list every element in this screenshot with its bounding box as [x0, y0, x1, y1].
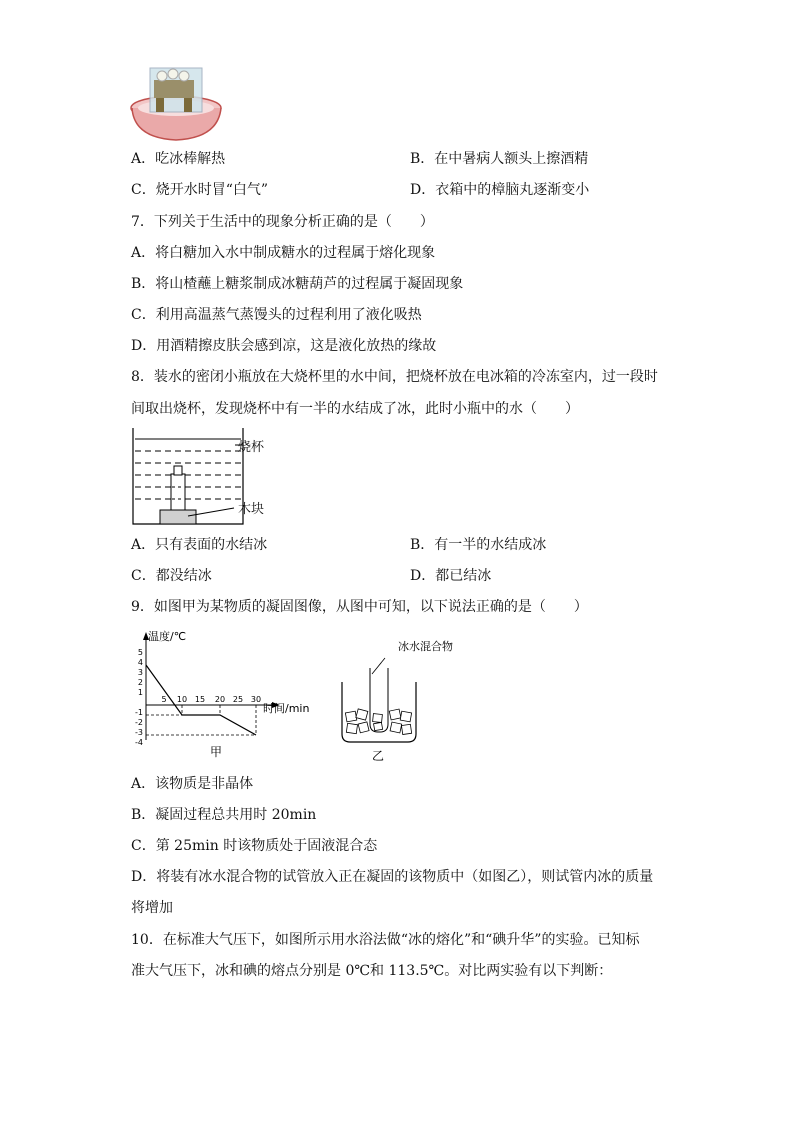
q6-option-c: C．烧开水时冒“白气” [131, 182, 269, 198]
q7-option-a: A．将白糖加入水中制成糖水的过程属于熔化现象 [131, 245, 436, 261]
q9-option-a: A．该物质是非晶体 [131, 776, 254, 792]
graph-ylabel: 温度/℃ [148, 630, 187, 643]
solidification-graph [128, 628, 328, 760]
q10-line2: 准大气压下，冰和碘的熔点分别是 0℃和 113.5℃。对比两实验有以下判断： [131, 963, 613, 979]
q6-option-b: B．在中暑病人额头上擦酒精 [410, 151, 589, 167]
q8-option-c: C．都没结冰 [131, 568, 212, 584]
ytick: 5 [137, 648, 143, 657]
ytick: -1 [135, 708, 143, 717]
q6-option-d: D．衣箱中的樟脑丸逐渐变小 [410, 182, 590, 198]
q8-stem-line2: 间取出烧杯，发现烧杯中有一半的水结成了冰，此时小瓶中的水（ ） [131, 401, 579, 417]
tube-caption: 乙 [371, 749, 385, 763]
q9-stem: 9．如图甲为某物质的凝固图像，从图中可知，以下说法正确的是（ ） [131, 599, 588, 615]
q6-option-a: A．吃冰棒解热 [131, 151, 226, 167]
xtick: 5 [161, 695, 167, 704]
q9-option-d: D．将装有冰水混合物的试管放入正在凝固的该物质中（如图乙），则试管内冰的质量 [131, 869, 654, 885]
q9-option-b: B．凝固过程总共用时 20min [131, 807, 317, 823]
block-label: 木块 [238, 502, 265, 517]
q9-option-c: C．第 25min 时该物质处于固液混合态 [131, 838, 378, 854]
q7-option-d: D．用酒精擦皮肤会感到凉，这是液化放热的缘故 [131, 338, 437, 354]
ytick: -3 [135, 728, 143, 737]
xtick: 10 [176, 695, 188, 704]
xtick: 15 [194, 695, 206, 704]
xtick: 30 [250, 695, 262, 704]
tube-label: 冰水混合物 [398, 640, 453, 653]
beaker-label: 烧杯 [238, 440, 265, 455]
q7-option-b: B．将山楂蘸上糖浆制成冰糖葫芦的过程属于凝固现象 [131, 276, 464, 292]
ytick: 4 [137, 658, 143, 667]
ice-basin-figure [128, 62, 228, 146]
ytick: -2 [135, 718, 143, 727]
q9-option-d-cont: 将增加 [131, 900, 173, 916]
ytick: 2 [137, 678, 143, 687]
q10-line1: 10．在标准大气压下，如图所示用水浴法做“冰的熔化”和“碘升华”的实验。已知标 [131, 932, 640, 948]
q8-option-b: B．有一半的水结成冰 [410, 537, 547, 553]
q8-stem-line1: 8．装水的密闭小瓶放在大烧杯里的水中间，把烧杯放在电冰箱的冷冻室内，过一段时 [131, 369, 658, 385]
xtick: 20 [214, 695, 226, 704]
q8-option-a: A．只有表面的水结冰 [131, 537, 268, 553]
graph-caption: 甲 [209, 745, 223, 759]
ytick: -4 [135, 738, 143, 747]
q7-stem: 7．下列关于生活中的现象分析正确的是（ ） [131, 214, 434, 230]
xtick: 25 [232, 695, 244, 704]
graph-xlabel: 时间/min [263, 702, 310, 715]
ytick: 3 [137, 668, 143, 677]
ytick: 1 [137, 688, 143, 697]
q7-option-c: C．利用高温蒸气蒸馒头的过程利用了液化吸热 [131, 307, 422, 323]
test-tube-figure [330, 636, 470, 764]
q8-option-d: D．都已结冰 [410, 568, 492, 584]
